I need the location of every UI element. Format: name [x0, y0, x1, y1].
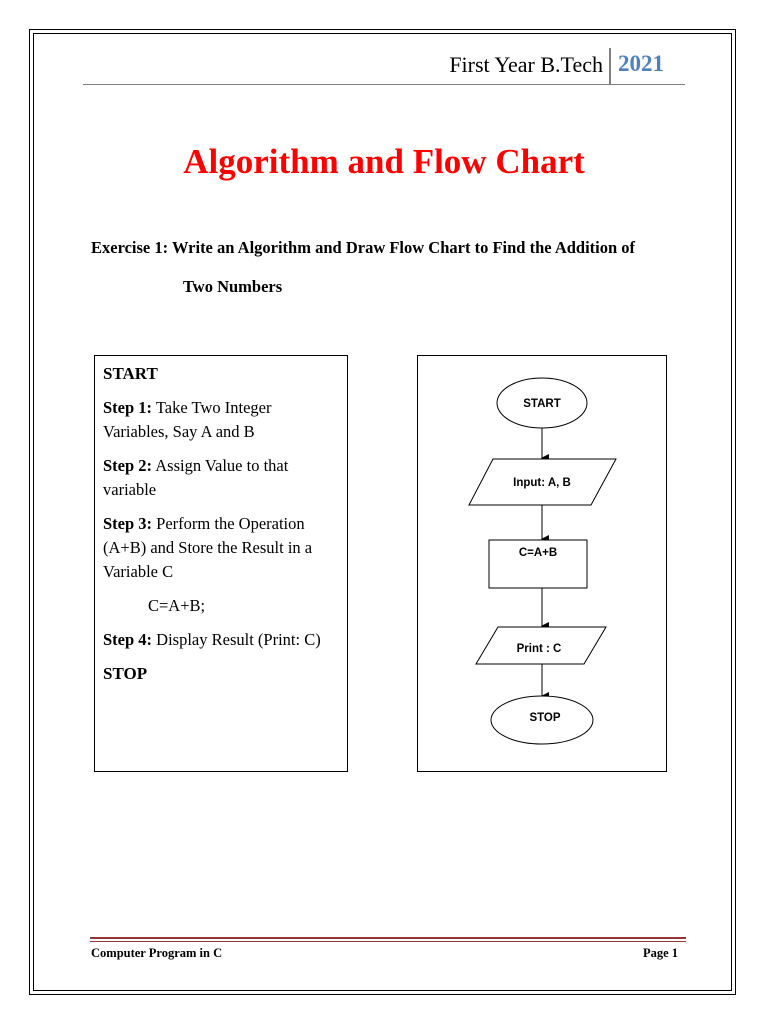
flow-process-label: C=A+B — [518, 547, 558, 559]
header-rule — [83, 84, 685, 85]
footer-course: Computer Program in C — [91, 946, 223, 960]
page-title: Algorithm and Flow Chart — [183, 142, 585, 181]
algorithm-expression: C=A+B; — [148, 596, 206, 615]
algorithm-stop: STOP — [103, 664, 148, 683]
step-label: Step 1: — [103, 398, 153, 417]
step-text: Display Result (Print: C) — [152, 630, 321, 649]
footer-rule-thin — [90, 941, 686, 942]
algorithm-step-1 — [103, 396, 339, 444]
exercise-heading-line1: Exercise 1: Write an Algorithm and Draw Flow Chart to Find the Addition of — [91, 238, 636, 257]
header-divider — [609, 48, 611, 84]
footer-rule-thick — [90, 937, 686, 939]
algorithm-step-2 — [103, 454, 339, 502]
step-text: Perform the Operation (A+B) and Store the Result in a Variable C — [103, 514, 313, 581]
flow-input-label: Input: A, B — [513, 477, 571, 489]
step-label: Step 2: — [103, 456, 153, 475]
flowchart-diagram — [418, 356, 668, 773]
algorithm-box — [94, 355, 348, 772]
flow-stop-label: STOP — [529, 712, 561, 724]
exercise-heading-line2: Two Numbers — [183, 277, 283, 296]
flow-start-label: START — [523, 398, 561, 410]
flowchart-box — [417, 355, 667, 772]
algorithm-step-3 — [103, 512, 339, 584]
step-label: Step 3: — [103, 514, 153, 533]
algorithm-start: START — [103, 364, 158, 383]
step-text: Assign Value to that variable — [103, 456, 289, 499]
algorithm-step-4 — [103, 628, 339, 652]
page-header — [0, 48, 768, 88]
header-year: 2021 — [618, 51, 664, 76]
step-text: Take Two Integer Variables, Say A and B — [103, 398, 272, 441]
header-course: First Year B.Tech — [449, 52, 603, 77]
flow-output-label: Print : C — [516, 643, 562, 655]
footer-page-number: Page 1 — [642, 946, 678, 960]
step-label: Step 4: — [103, 630, 153, 649]
